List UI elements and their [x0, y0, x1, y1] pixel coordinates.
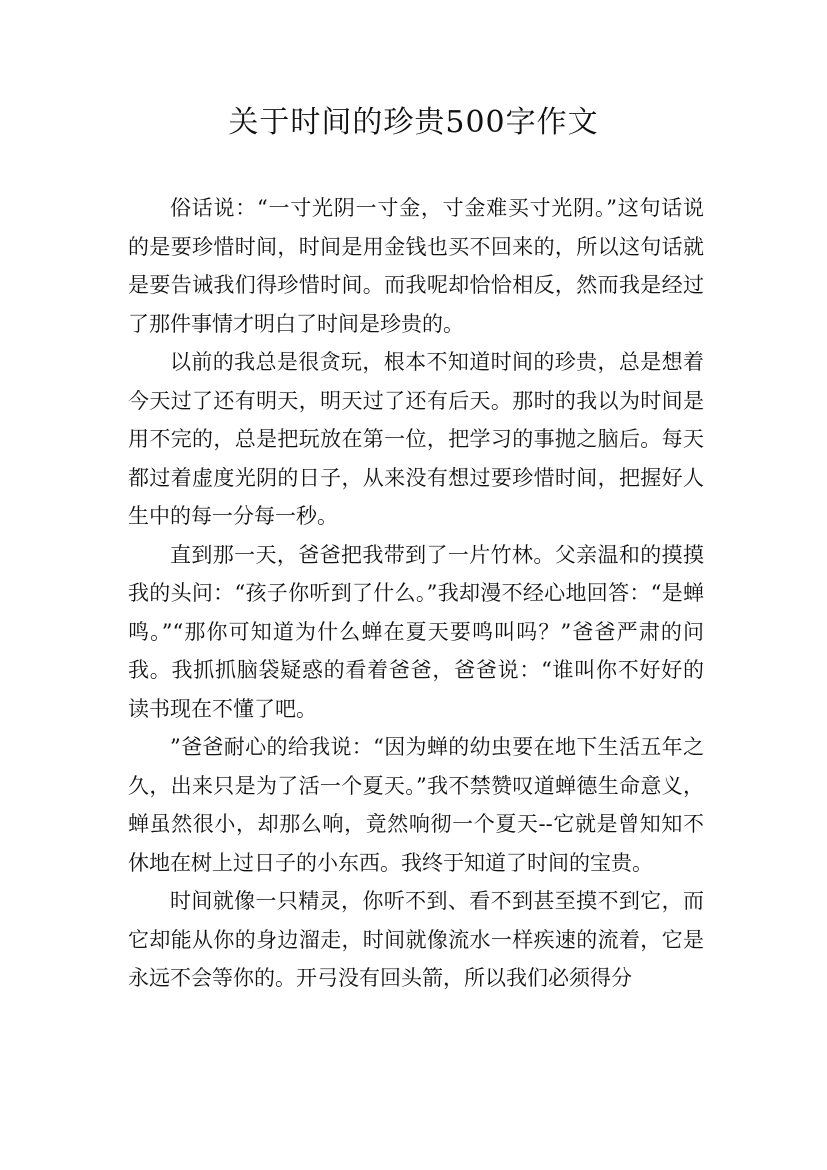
document-title: 关于时间的珍贵500字作文 [228, 105, 599, 140]
paragraph-5: 时间就像一只精灵，你听不到、看不到甚至摸不到它，而它却能从你的身边溜走，时间就像流水一样疾速的流着，它是永远不会等你的。开弓没有回头箭，所以我们必须得分 [128, 889, 704, 990]
paragraph-3: 直到那一天，爸爸把我带到了一片竹林。父亲温和的摸摸我的头问：“孩子你听到了什么。”我却漫不经心地回答：“是蝉鸣。”“那你可知道为什么蝉在夏天要鸣叫吗？”爸爸严肃的问我。我抓抓脑袋疑惑的看着爸爸，爸爸说：“谁叫你不好好的读书现在不懂了吧。 [128, 542, 704, 721]
paragraph-1: 俗话说：“一寸光阴一寸金，寸金难买寸光阴。”这句话说的是要珍惜时间，时间是用金钱也买不回来的，所以这句话就是要告诫我们得珍惜时间。而我呢却恰恰相反，然而我是经过了那件事情才明白了时间是珍贵的。 [128, 196, 704, 336]
paragraph-2: 以前的我总是很贪玩，根本不知道时间的珍贵，总是想着今天过了还有明天，明天过了还有后天。那时的我以为时间是用不完的，总是把玩放在第一位，把学习的事抛之脑后。每天都过着虚度光阴的日子，从来没有想过要珍惜时间，把握好人生中的每一分每一秒。 [128, 350, 704, 528]
document-body [128, 189, 704, 998]
paragraph-4: ”爸爸耐心的给我说：“因为蝉的幼虫要在地下生活五年之久，出来只是为了活一个夏天。”我不禁赞叹道蝉德生命意义，蝉虽然很小，却那么响，竟然响彻一个夏天--它就是曾知知不休地在树上过日子的小东西。我终于知道了时间的宝贵。 [128, 735, 704, 875]
